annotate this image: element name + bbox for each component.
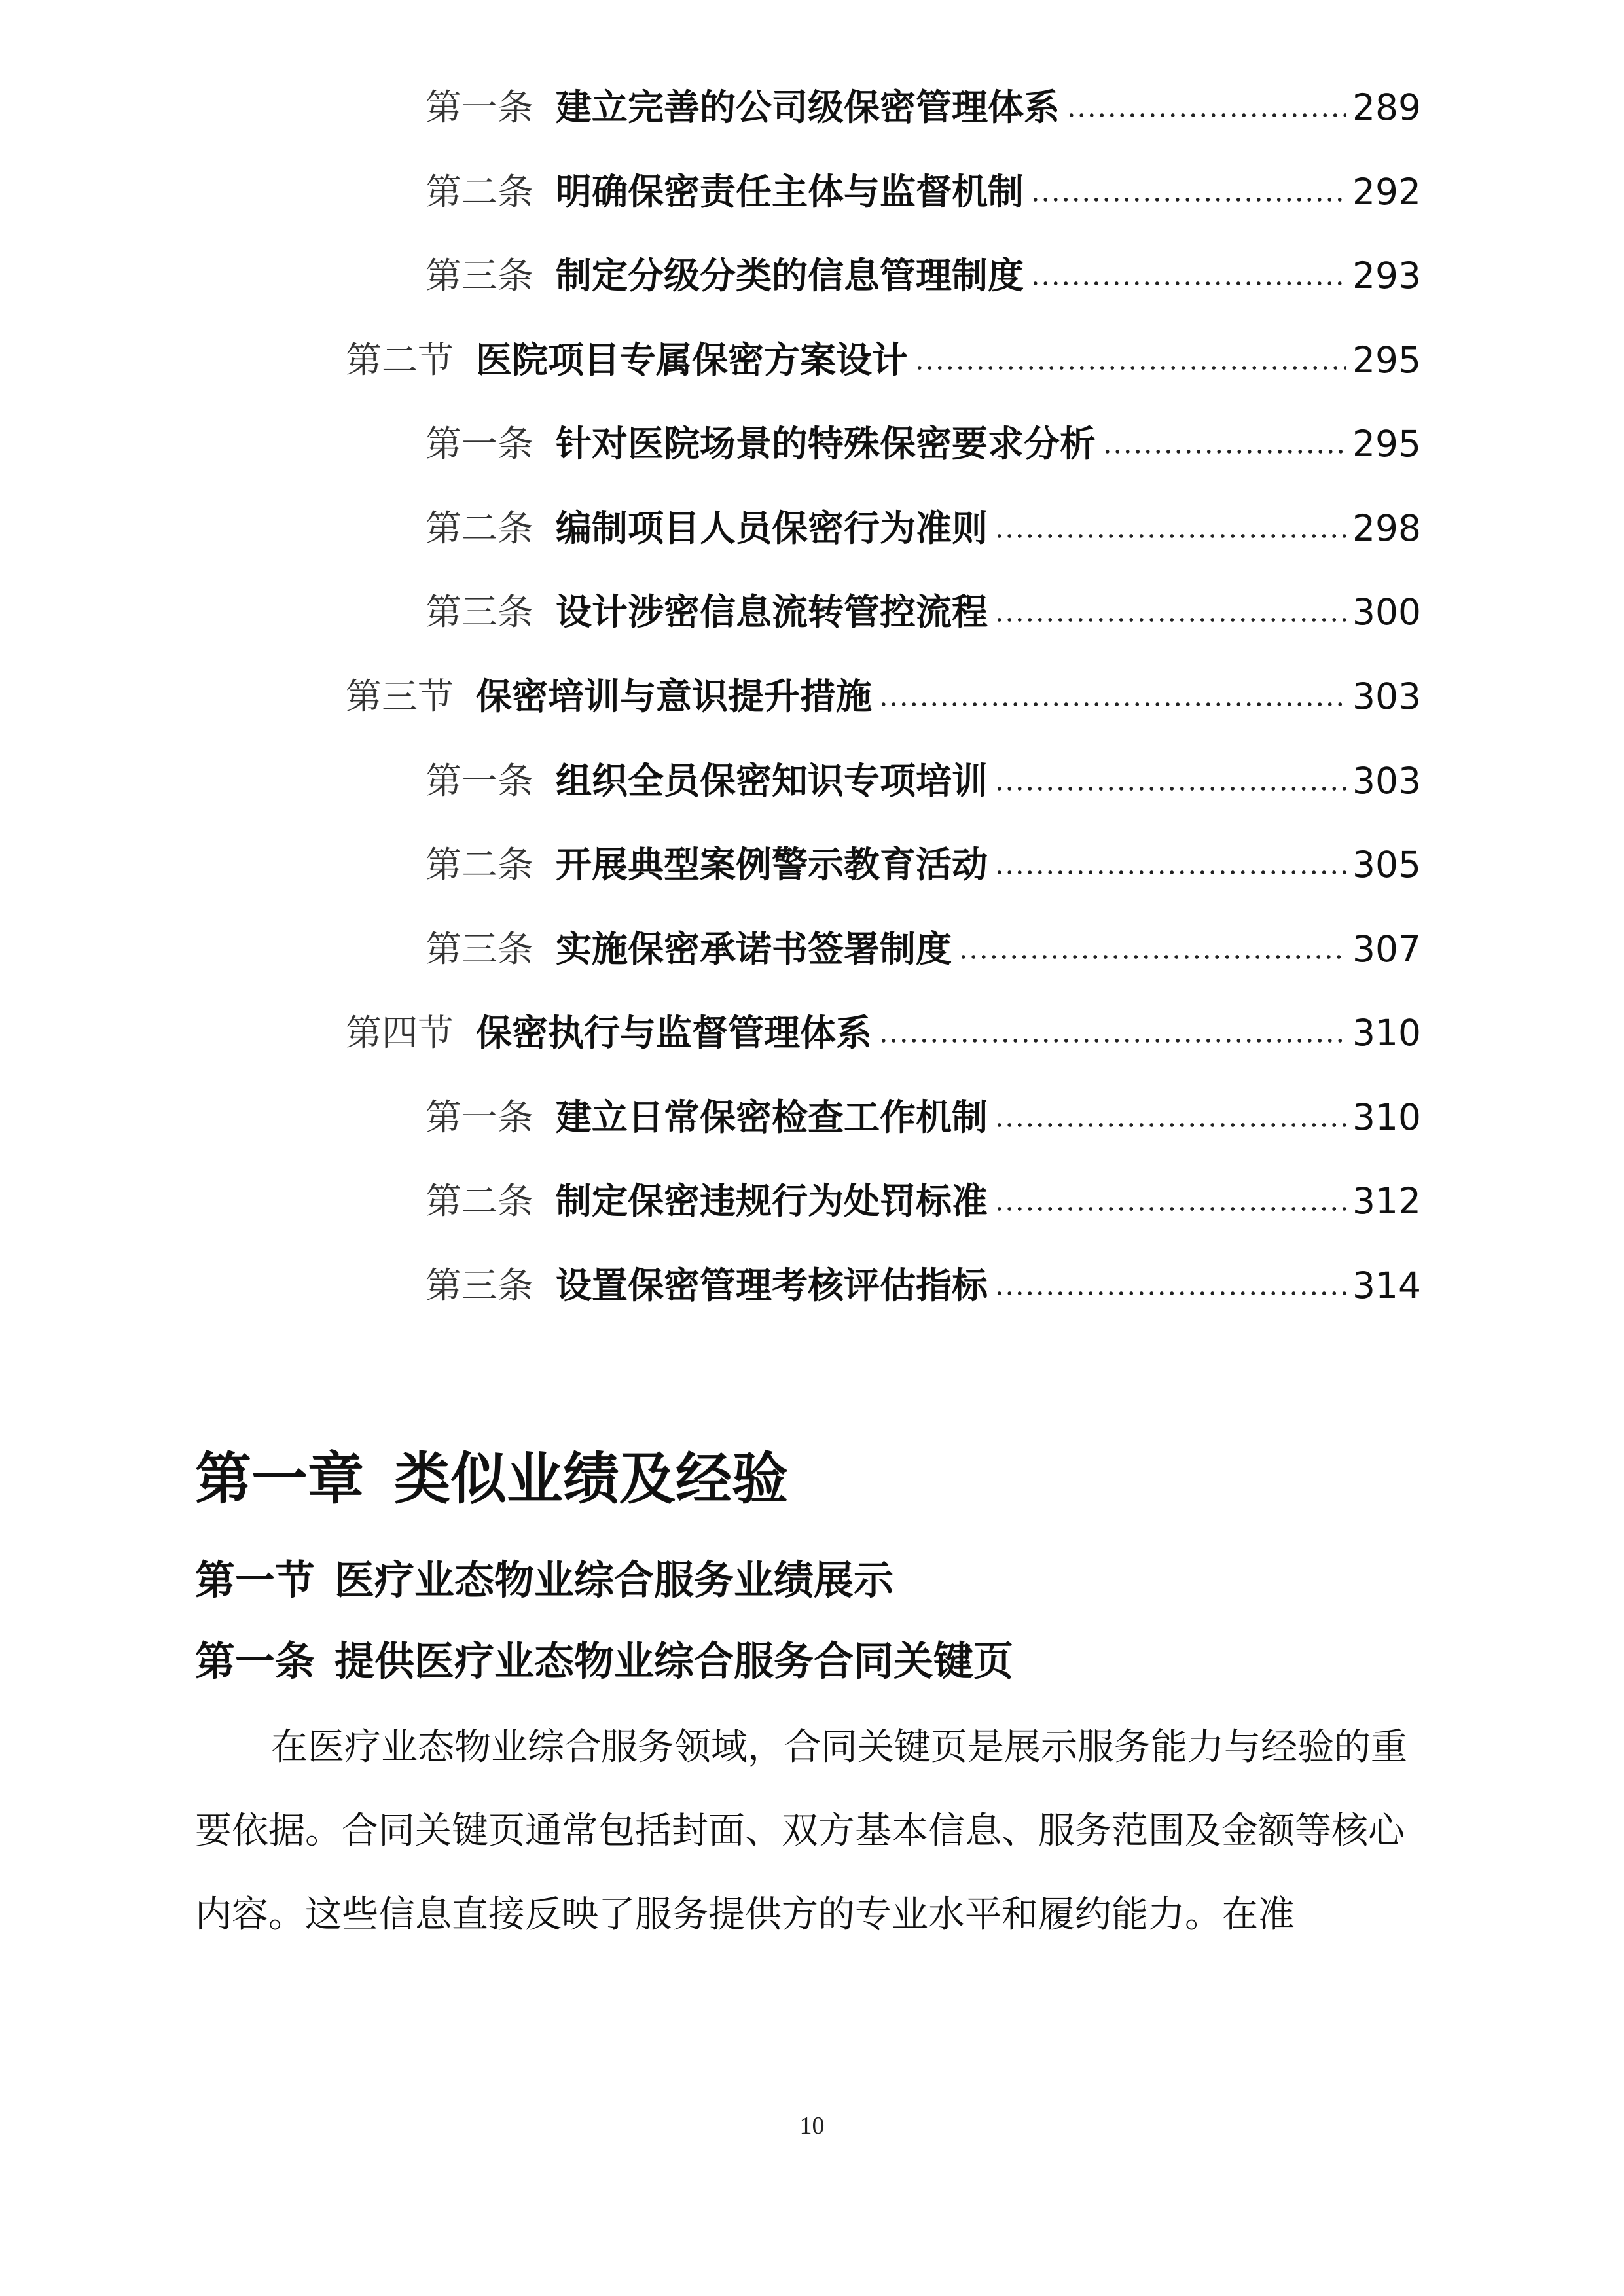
toc-entry-title: 设计涉密信息流转管控流程 <box>556 590 988 633</box>
toc-entry[interactable] <box>425 249 1421 302</box>
toc-dot-leader <box>994 869 1346 876</box>
toc-entry-label: 第二节 <box>346 339 454 381</box>
toc-dot-leader <box>994 1289 1346 1297</box>
toc-entry-label: 第三条 <box>425 928 534 970</box>
chapter-heading <box>195 1433 788 1515</box>
toc-entry-title: 针对医院场景的特殊保密要求分析 <box>556 422 1096 465</box>
toc-entry-section[interactable] <box>346 670 1421 723</box>
toc-entry-label: 第二条 <box>425 844 534 886</box>
toc-dot-leader <box>878 700 1346 708</box>
chapter-title: 类似业绩及经验 <box>394 1446 788 1512</box>
body-paragraph: 在医疗业态物业综合服务领域，合同关键页是展示服务能力与经验的重要依据。合同关键页通常包括封面、双方基本信息、服务范围及金额等核心内容。这些信息直接反映了服务提供方的专业水平和履约能力。在准 <box>195 1726 1407 1936</box>
toc-entry[interactable] <box>425 166 1421 218</box>
toc-entry-page: 300 <box>1352 591 1421 633</box>
toc-entry-page: 295 <box>1352 423 1421 465</box>
article-label: 第一条 <box>195 1638 316 1685</box>
toc-entry[interactable] <box>425 81 1421 134</box>
toc-dot-leader <box>878 1037 1346 1045</box>
toc-dot-leader <box>994 1205 1346 1213</box>
page-number: 10 <box>799 2112 825 2140</box>
toc-entry-label: 第三条 <box>425 255 534 296</box>
toc-entry[interactable] <box>425 418 1421 470</box>
toc-entry-page: 307 <box>1352 928 1421 970</box>
toc-dot-leader <box>994 785 1346 793</box>
toc-entry-label: 第二条 <box>425 171 534 213</box>
toc-entry-title: 制定分级分类的信息管理制度 <box>556 254 1024 296</box>
toc-entry-page: 312 <box>1352 1180 1421 1222</box>
toc-entry-title: 保密培训与意识提升措施 <box>476 675 873 717</box>
toc-dot-leader <box>994 1121 1346 1129</box>
section-label: 第一节 <box>195 1557 316 1604</box>
toc-entry-label: 第四节 <box>346 1012 454 1054</box>
toc-dot-leader <box>994 532 1346 540</box>
toc-entry-title: 制定保密违规行为处罚标准 <box>556 1179 988 1222</box>
toc-entry-page: 305 <box>1352 844 1421 886</box>
toc-entry-label: 第一条 <box>425 86 534 128</box>
toc-entry-label: 第一条 <box>425 1096 534 1138</box>
toc-entry[interactable] <box>425 502 1421 554</box>
chapter-label: 第一章 <box>195 1446 364 1512</box>
article-title: 提供医疗业态物业综合服务合同关键页 <box>334 1638 1014 1685</box>
article-heading <box>195 1630 1013 1687</box>
toc-entry-label: 第三节 <box>346 675 454 717</box>
toc-dot-leader <box>914 364 1346 372</box>
toc-entry[interactable] <box>425 923 1421 975</box>
toc-entry-label: 第三条 <box>425 1265 534 1306</box>
toc-entry-title: 组织全员保密知识专项培训 <box>556 759 988 802</box>
toc-entry-title: 设置保密管理考核评估指标 <box>556 1264 988 1306</box>
toc-entry-title: 实施保密承诺书签署制度 <box>556 927 952 970</box>
toc-dot-leader <box>1102 448 1346 456</box>
toc-entry-page: 310 <box>1352 1012 1421 1054</box>
toc-entry-label: 第三条 <box>425 591 534 633</box>
section-heading <box>195 1549 893 1605</box>
toc-dot-leader <box>1030 279 1346 287</box>
toc-entry[interactable] <box>425 755 1421 807</box>
toc-entry-title: 开展典型案例警示教育活动 <box>556 843 988 886</box>
toc-entry-page: 289 <box>1352 86 1421 128</box>
toc-dot-leader <box>1030 196 1346 204</box>
toc-dot-leader <box>958 953 1346 961</box>
toc-entry-title: 明确保密责任主体与监督机制 <box>556 170 1024 213</box>
toc-dot-leader <box>994 616 1346 624</box>
toc-entry-page: 293 <box>1352 255 1421 296</box>
section-title: 医疗业态物业综合服务业绩展示 <box>334 1557 894 1604</box>
toc-entry-page: 303 <box>1352 760 1421 802</box>
toc-dot-leader <box>1066 111 1346 119</box>
toc-entry-label: 第一条 <box>425 423 534 465</box>
toc-entry-title: 编制项目人员保密行为准则 <box>556 507 988 549</box>
toc-entry[interactable] <box>425 586 1421 638</box>
toc-entry-page: 295 <box>1352 339 1421 381</box>
toc-entry-section[interactable] <box>346 334 1421 386</box>
toc-entry[interactable] <box>425 1175 1421 1227</box>
toc-entry-title: 建立日常保密检查工作机制 <box>556 1096 988 1138</box>
toc-entry[interactable] <box>425 1259 1421 1312</box>
toc-entry-page: 292 <box>1352 171 1421 213</box>
toc-entry-page: 298 <box>1352 507 1421 549</box>
toc-entry-title: 保密执行与监督管理体系 <box>476 1011 873 1054</box>
toc-entry-title: 建立完善的公司级保密管理体系 <box>556 86 1060 128</box>
toc-entry-label: 第二条 <box>425 507 534 549</box>
toc-entry-label: 第二条 <box>425 1180 534 1222</box>
toc-entry-title: 医院项目专属保密方案设计 <box>476 338 909 381</box>
toc-entry-label: 第一条 <box>425 760 534 802</box>
toc-entry[interactable] <box>425 838 1421 891</box>
toc-entry-page: 303 <box>1352 675 1421 717</box>
toc-entry-page: 314 <box>1352 1265 1421 1306</box>
toc-entry-section[interactable] <box>346 1007 1421 1059</box>
toc-entry[interactable] <box>425 1091 1421 1143</box>
toc-entry-page: 310 <box>1352 1096 1421 1138</box>
